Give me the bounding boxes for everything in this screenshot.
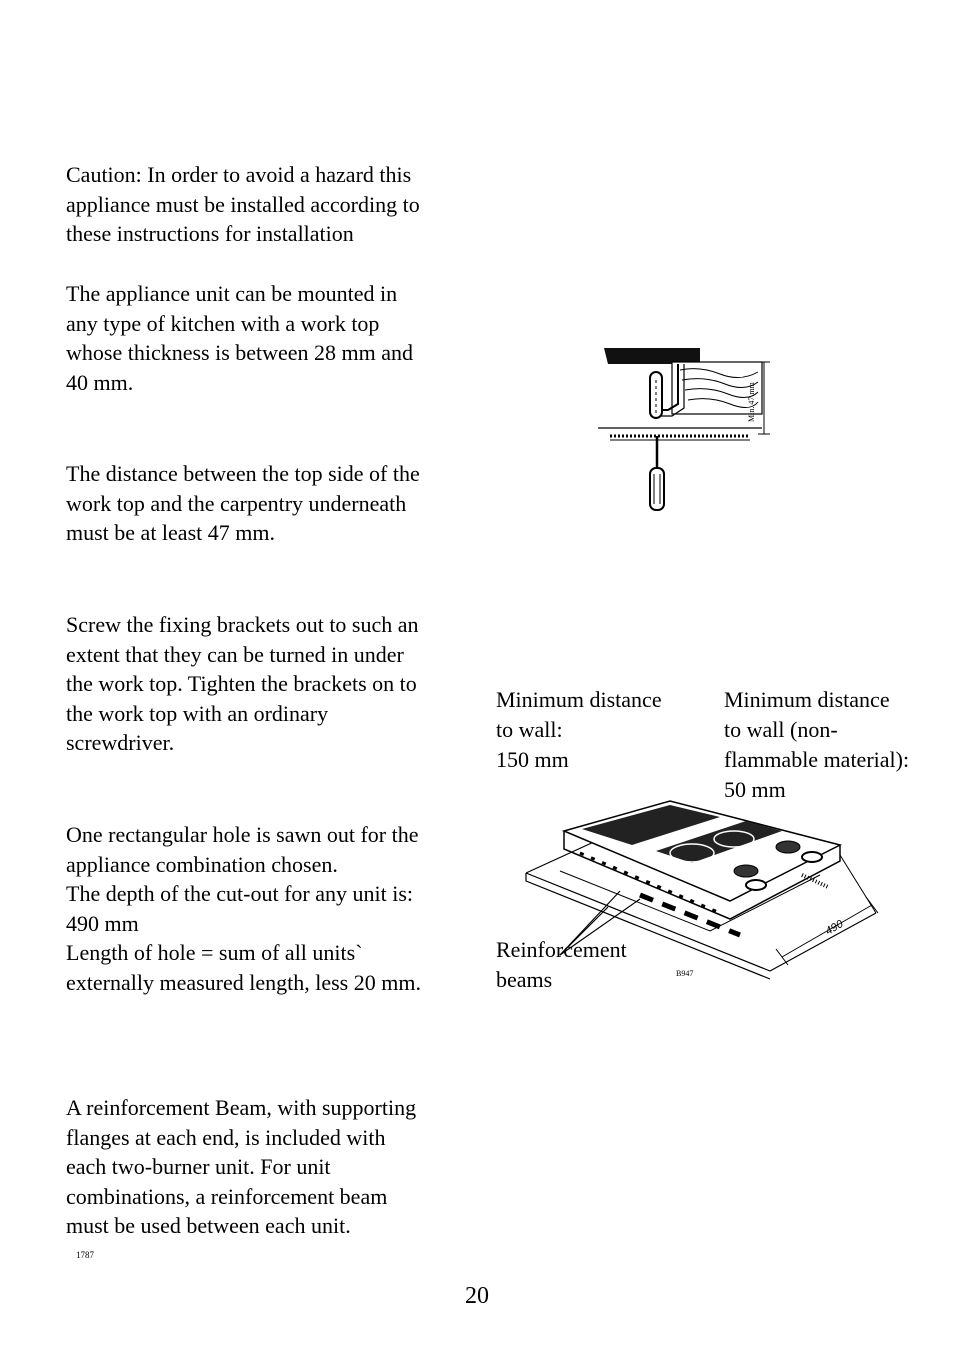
bracket-diagram <box>590 340 780 520</box>
nonflammable-wall-distance-label: Minimum distance to wall (non- flammable material): 50 mm <box>724 687 910 802</box>
depth-490-label: 490 <box>823 918 846 938</box>
cutout-paragraph: One rectangular hole is sawn out for the appliance combination chosen. The depth of the cut-out for any unit is: 490 mm Length of hole = sum of all units` externally measured length, less 20 mm. <box>66 822 421 995</box>
page-number: 20 <box>465 1283 489 1309</box>
beam-paragraph: A reinforcement Beam, with supporting flanges at each end, is included with each two-burner unit. For unit combinations, a reinforcement beam must be used between each unit. <box>66 1095 417 1238</box>
brackets-paragraph: Screw the fixing brackets out to such an extent that they can be turned in under the work top. Tighten the brackets on to the work top with an ordinary screwdriver. <box>66 612 419 755</box>
distance-paragraph: The distance between the top side of the work top and the carpentry underneath must be at least 47 mm. <box>66 461 420 545</box>
cutout-diagram <box>520 795 890 985</box>
document-code: 1787 <box>76 1250 94 1260</box>
mounting-paragraph: The appliance unit can be mounted in any type of kitchen with a work top whose thickness is between 28 mm and 40 mm. <box>66 281 414 395</box>
caution-paragraph: Caution: In order to avoid a hazard this appliance must be installed according to these instructions for installation <box>66 162 420 246</box>
wall-distance-label: Minimum distance to wall: 150 mm <box>496 687 662 772</box>
reinforcement-beams-label: Reinforcement beams <box>496 937 627 992</box>
figure-code-b947: B947 <box>676 969 694 978</box>
min-47mm-label: Min. 47 mm <box>747 382 756 422</box>
